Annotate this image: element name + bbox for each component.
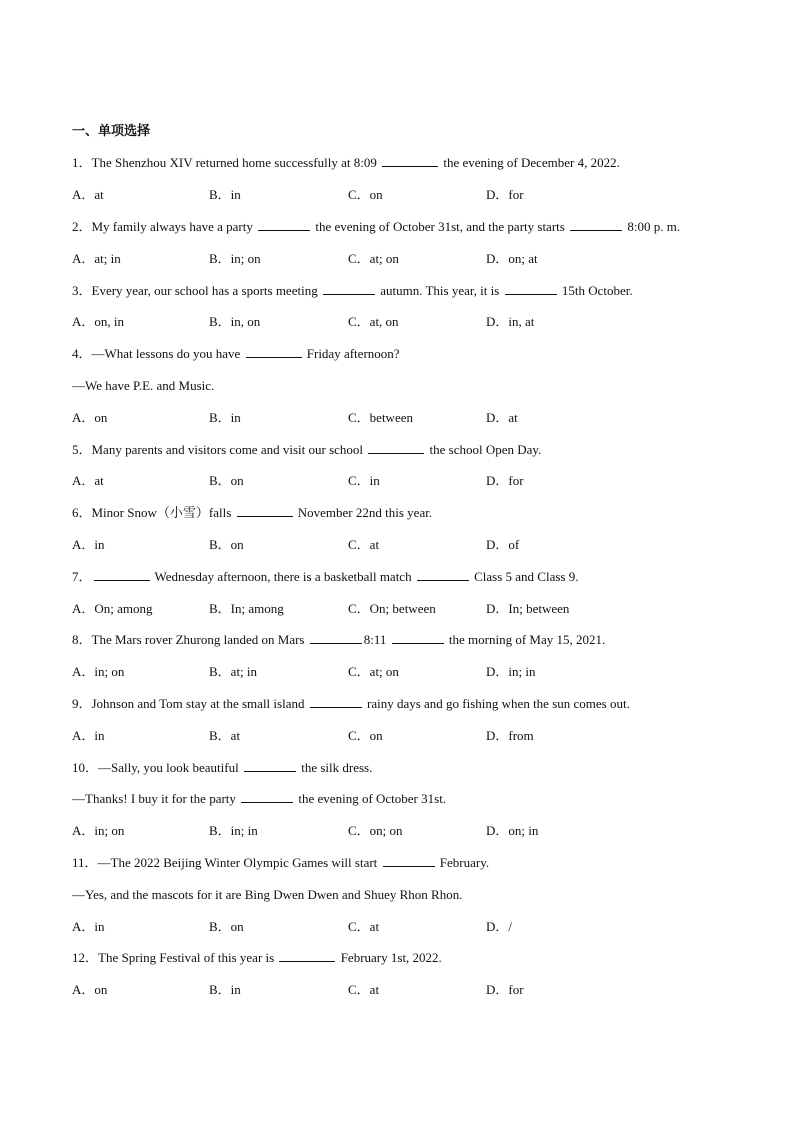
answer-blank[interactable] — [279, 949, 335, 962]
question-7-stem — [72, 567, 578, 587]
question-7-option-a[interactable]: A．On; among — [72, 601, 153, 616]
answer-blank[interactable] — [258, 218, 310, 231]
question-text: autumn. This year, it is — [376, 283, 503, 298]
answer-blank[interactable] — [241, 790, 293, 803]
question-text: —Thanks! I buy it for the party — [72, 791, 240, 806]
question-text: Wednesday afternoon, there is a basketball match — [151, 569, 415, 584]
question-2-option-b[interactable]: B．in; on — [209, 251, 261, 266]
question-text: the evening of October 31st. — [295, 791, 447, 806]
question-3-option-d[interactable]: D．in, at — [486, 314, 535, 329]
question-text: 11．—The 2022 Beijing Winter Olympic Games will start — [72, 855, 381, 870]
question-5-option-d[interactable]: D．for — [486, 473, 524, 488]
question-text: 6．Minor Snow（小雪）falls — [72, 505, 235, 520]
question-10-option-d[interactable]: D．on; in — [486, 823, 539, 838]
answer-blank[interactable] — [417, 568, 469, 581]
question-12-option-d[interactable]: D．for — [486, 982, 524, 997]
question-11-option-a[interactable]: A．in — [72, 919, 105, 934]
question-6-option-d[interactable]: D．of — [486, 537, 520, 552]
question-11-stem — [72, 853, 489, 873]
question-text: the silk dress. — [297, 760, 373, 775]
question-text: the school Open Day. — [426, 442, 542, 457]
answer-blank[interactable] — [382, 154, 438, 167]
question-6-stem — [72, 503, 432, 523]
question-6-option-a[interactable]: A．in — [72, 537, 105, 552]
answer-blank[interactable] — [310, 631, 362, 644]
question-7-option-c[interactable]: C．On; between — [348, 601, 436, 616]
question-4-option-d[interactable]: D．at — [486, 410, 518, 425]
answer-blank[interactable] — [323, 282, 375, 295]
question-text: 1．The Shenzhou XIV returned home successfully at 8:09 — [72, 155, 381, 170]
question-text: February. — [436, 855, 490, 870]
question-text: the evening of December 4, 2022. — [440, 155, 620, 170]
question-2-stem — [72, 217, 680, 237]
question-10-option-a[interactable]: A．in; on — [72, 823, 125, 838]
question-11-option-d[interactable]: D．/ — [486, 919, 513, 934]
question-text: 7． — [72, 569, 92, 584]
question-4-response: —We have P.E. and Music. — [72, 378, 215, 393]
question-text: the morning of May 15, 2021. — [445, 632, 606, 647]
answer-blank[interactable] — [368, 441, 424, 454]
question-text: November 22nd this year. — [294, 505, 433, 520]
question-7-option-b[interactable]: B．In; among — [209, 601, 284, 616]
question-8-stem — [72, 630, 605, 650]
question-5-stem — [72, 440, 541, 460]
question-3-option-b[interactable]: B．in, on — [209, 314, 261, 329]
question-9-option-d[interactable]: D．from — [486, 728, 534, 743]
answer-blank[interactable] — [392, 631, 444, 644]
question-11-option-b[interactable]: B．on — [209, 919, 244, 934]
question-3-option-c[interactable]: C．at, on — [348, 314, 399, 329]
question-text: the evening of October 31st, and the party starts — [312, 219, 569, 234]
question-4-option-b[interactable]: B．in — [209, 410, 241, 425]
question-3-option-a[interactable]: A．on, in — [72, 314, 125, 329]
question-4-stem — [72, 344, 400, 364]
answer-blank[interactable] — [237, 504, 293, 517]
question-12-option-a[interactable]: A．on — [72, 982, 108, 997]
question-2-option-a[interactable]: A．at; in — [72, 251, 121, 266]
question-1-option-d[interactable]: D．for — [486, 187, 524, 202]
answer-blank[interactable] — [246, 345, 302, 358]
question-5-option-b[interactable]: B．on — [209, 473, 244, 488]
question-8-option-b[interactable]: B．at; in — [209, 664, 258, 679]
question-text: 9．Johnson and Tom stay at the small island — [72, 696, 308, 711]
question-text: Class 5 and Class 9. — [470, 569, 579, 584]
question-1-stem — [72, 153, 620, 173]
question-text: February 1st, 2022. — [337, 950, 442, 965]
question-12-option-c[interactable]: C．at — [348, 982, 380, 997]
question-2-option-c[interactable]: C．at; on — [348, 251, 399, 266]
question-9-stem — [72, 694, 630, 714]
question-text: 5．Many parents and visitors come and visit our school — [72, 442, 367, 457]
answer-blank[interactable] — [505, 282, 557, 295]
question-8-option-c[interactable]: C．at; on — [348, 664, 399, 679]
question-10-response — [72, 789, 446, 809]
question-text: 8:00 p. m. — [624, 219, 681, 234]
question-1-option-b[interactable]: B．in — [209, 187, 241, 202]
question-6-option-c[interactable]: C．at — [348, 537, 380, 552]
question-text: 10．—Sally, you look beautiful — [72, 760, 242, 775]
question-12-stem — [72, 948, 442, 968]
question-9-option-c[interactable]: C．on — [348, 728, 383, 743]
question-2-option-d[interactable]: D．on; at — [486, 251, 538, 266]
question-text: rainy days and go fishing when the sun comes out. — [363, 696, 630, 711]
question-1-option-a[interactable]: A．at — [72, 187, 104, 202]
question-9-option-a[interactable]: A．in — [72, 728, 105, 743]
question-text: 8．The Mars rover Zhurong landed on Mars — [72, 632, 308, 647]
question-text: 3．Every year, our school has a sports meeting — [72, 283, 321, 298]
section-title: 一、单项选择 — [72, 124, 151, 139]
question-text: Friday afternoon? — [303, 346, 400, 361]
question-3-stem — [72, 281, 633, 301]
question-11-response: —Yes, and the mascots for it are Bing Dwen Dwen and Shuey Rhon Rhon. — [72, 887, 463, 902]
answer-blank[interactable] — [570, 218, 622, 231]
question-text: 15th October. — [558, 283, 633, 298]
question-5-option-c[interactable]: C．in — [348, 473, 380, 488]
question-text: 4．—What lessons do you have — [72, 346, 244, 361]
question-12-option-b[interactable]: B．in — [209, 982, 241, 997]
question-text: 8:11 — [363, 632, 390, 647]
question-text: 2．My family always have a party — [72, 219, 257, 234]
question-10-stem — [72, 758, 372, 778]
question-7-option-d[interactable]: D．In; between — [486, 601, 570, 616]
question-10-option-b[interactable]: B．in; in — [209, 823, 258, 838]
question-11-option-c[interactable]: C．at — [348, 919, 380, 934]
question-10-option-c[interactable]: C．on; on — [348, 823, 403, 838]
question-4-option-a[interactable]: A．on — [72, 410, 108, 425]
question-1-option-c[interactable]: C．on — [348, 187, 383, 202]
question-6-option-b[interactable]: B．on — [209, 537, 244, 552]
question-5-option-a[interactable]: A．at — [72, 473, 104, 488]
answer-blank[interactable] — [244, 759, 296, 772]
answer-blank[interactable] — [94, 568, 150, 581]
question-9-option-b[interactable]: B．at — [209, 728, 241, 743]
answer-blank[interactable] — [383, 854, 435, 867]
question-text: 12．The Spring Festival of this year is — [72, 950, 278, 965]
question-8-option-a[interactable]: A．in; on — [72, 664, 125, 679]
question-4-option-c[interactable]: C．between — [348, 410, 413, 425]
answer-blank[interactable] — [310, 695, 362, 708]
question-8-option-d[interactable]: D．in; in — [486, 664, 536, 679]
